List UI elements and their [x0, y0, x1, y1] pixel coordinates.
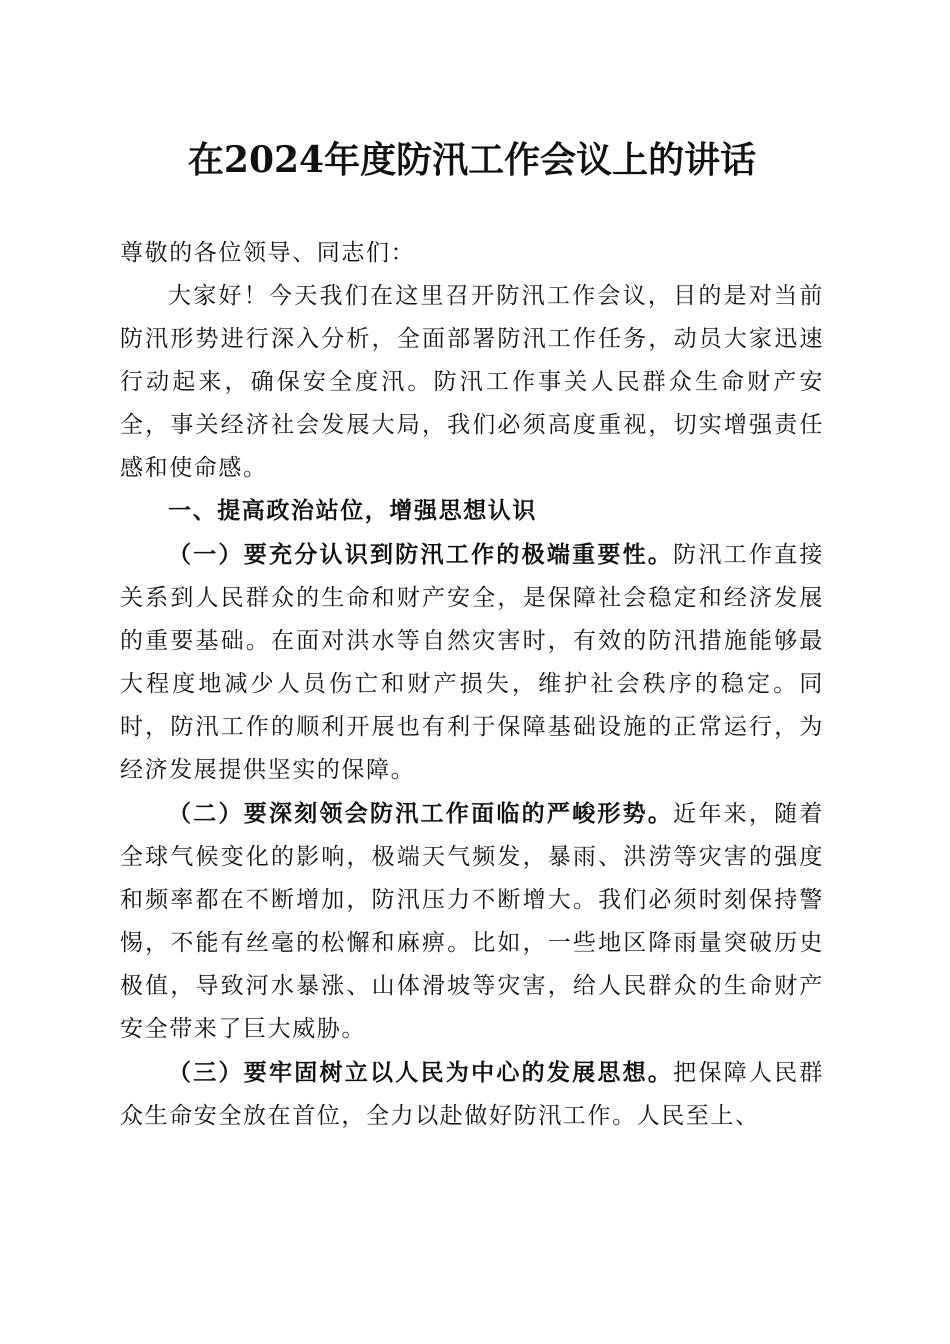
item-lead-2: （二）要深刻领会防汛工作面临的严峻形势。	[168, 800, 674, 827]
item-paragraph-3	[120, 1051, 824, 1138]
section-heading-1: 一、提高政治站位，增强思想认识	[168, 498, 537, 524]
item-text-2: 近年来，随着全球气候变化的影响，极端天气频发，暴雨、洪涝等灾害的强度和频率都在不断增加，防汛压力不断增大。我们必须时刻保持警惕，不能有丝毫的松懈和麻痹。比如，一些地区降雨量突破历史极值，导致河水暴涨、山体滑坡等灾害，给人民群众的生命财产安全带来了巨大威胁。	[120, 801, 825, 1042]
document-title: 在2024年度防汛工作会议上的讲话	[187, 139, 757, 181]
item-lead-1: （一）要充分认识到防汛工作的极端重要性。	[168, 541, 674, 568]
item-text-1: 防汛工作直接关系到人民群众的生命和财产安全，是保障社会稳定和经济发展的重要基础。在面对洪水等自然灾害时，有效的防汛措施能够最大程度地减少人员伤亡和财产损失，维护社会秩序的稳定。同时，防汛工作的顺利开展也有利于保障基础设施的正常运行，为经济发展提供坚实的保障。	[120, 542, 825, 783]
item-lead-3: （三）要牢固树立以人民为中心的发展思想。	[168, 1059, 674, 1086]
item-text-3: 把保障人民群众生命安全放在首位，全力以赴做好防汛工作。人民至上、	[120, 1060, 825, 1129]
item-paragraph-2	[120, 792, 824, 1051]
item-paragraph-1	[120, 533, 824, 792]
salutation: 尊敬的各位领导、同志们：	[120, 240, 416, 266]
document-body	[120, 232, 824, 1138]
opening-paragraph: 大家好！今天我们在这里召开防汛工作会议，目的是对当前防汛形势进行深入分析，全面部署防汛工作任务，动员大家迅速行动起来，确保安全度汛。防汛工作事关人民群众生命财产安全，事关经济社会发展大局，我们必须高度重视，切实增强责任感和使命感。	[120, 283, 824, 481]
